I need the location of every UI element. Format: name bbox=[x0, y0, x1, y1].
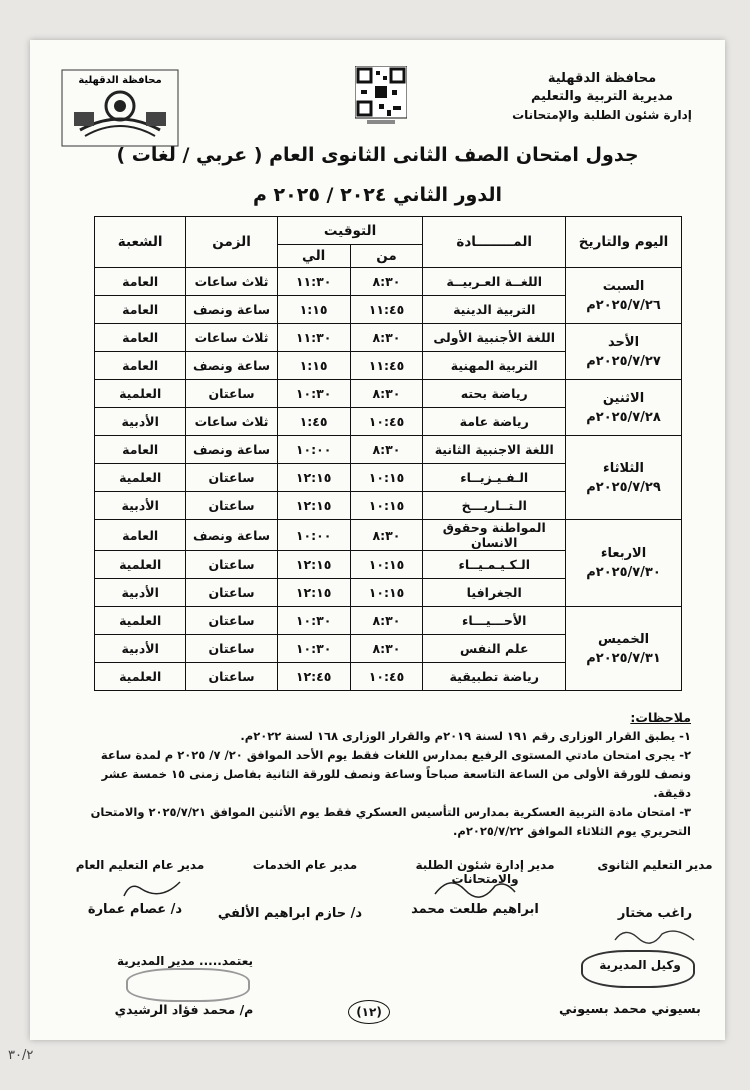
division-cell: العلمية bbox=[95, 464, 186, 492]
subject-cell: التربية الدينية bbox=[423, 296, 566, 324]
document-sheet bbox=[30, 40, 725, 1040]
signature-name-student-affairs: ابراهيم طلعت محمد bbox=[411, 902, 539, 917]
day-name: الأحد bbox=[608, 334, 640, 350]
header-line-2: مديرية التربية والتعليم bbox=[530, 89, 674, 104]
from-cell: ٨:٣٠ bbox=[350, 520, 423, 551]
ministry-logo bbox=[60, 68, 180, 148]
duration-cell: ثلاث ساعات bbox=[186, 324, 277, 352]
subject-cell: الأحـــيـــاء bbox=[423, 607, 566, 635]
duration-cell: ساعة ونصف bbox=[186, 352, 277, 380]
undersecretary-name: بسيوني محمد بسيوني bbox=[559, 1002, 701, 1017]
header-duration: الزمن bbox=[186, 217, 277, 268]
from-cell: ٨:٣٠ bbox=[350, 607, 423, 635]
from-cell: ٨:٣٠ bbox=[350, 635, 423, 663]
duration-cell: ساعتان bbox=[186, 464, 277, 492]
signature-title-student-affairs: مدير إدارة شئون الطلبة والامتحانات bbox=[415, 858, 555, 886]
subject-cell: رياضة تطبيقية bbox=[423, 663, 566, 691]
header-line-1: محافظة الدقهلية bbox=[547, 71, 657, 86]
duration-cell: ساعة ونصف bbox=[186, 436, 277, 464]
document-subtitle: الدور الثاني ٢٠٢٤ / ٢٠٢٥ م bbox=[253, 184, 502, 206]
table-row bbox=[95, 520, 682, 551]
division-cell: الأدبية bbox=[95, 635, 186, 663]
duration-cell: ساعة ونصف bbox=[186, 296, 277, 324]
division-cell: الأدبية bbox=[95, 492, 186, 520]
day-date: ٢٠٢٥/٧/٣١م bbox=[586, 650, 661, 666]
day-cell bbox=[566, 520, 682, 607]
svg-text:محافظة الدقهلية: محافظة الدقهلية bbox=[78, 75, 162, 86]
to-cell: ١:٤٥ bbox=[277, 408, 350, 436]
division-cell: العامة bbox=[95, 436, 186, 464]
day-cell bbox=[566, 324, 682, 380]
subject-cell: رياضة عامة bbox=[423, 408, 566, 436]
handwritten-signature bbox=[610, 922, 700, 948]
division-cell: العلمية bbox=[95, 663, 186, 691]
issuing-authority bbox=[497, 70, 707, 124]
duration-cell: ثلاث ساعات bbox=[186, 268, 277, 296]
document-title: جدول امتحان الصف الثانى الثانوى العام ( عربي / لغات ) bbox=[116, 144, 639, 166]
note-item-2: ٢- يجرى امتحان مادتي المستوى الرفيع بمدارس اللغات فقط يوم الأحد الموافق ٢٠/ ٧/ ٢٠٢٥ م لمدة ساعة ونصف للورقة الأولى من الساعة التاسعة صباحاً وساعة ونصف للورقة الثانية بفاصل زمنى ١٥ خمسة عشر دقيقة. bbox=[100, 748, 691, 800]
division-cell: العامة bbox=[95, 352, 186, 380]
signature-title-services: مدير عام الخدمات bbox=[252, 858, 358, 872]
signature-title-general-education: مدير عام التعليم العام bbox=[75, 858, 205, 872]
duration-cell: ساعتان bbox=[186, 579, 277, 607]
signature-name-services: د/ حازم ابراهيم الألفي bbox=[217, 906, 363, 921]
division-cell: العامة bbox=[95, 296, 186, 324]
division-cell: الأدبية bbox=[95, 579, 186, 607]
day-name: الاثنين bbox=[602, 390, 645, 406]
to-cell: ١٢:١٥ bbox=[277, 579, 350, 607]
from-cell: ١٠:٤٥ bbox=[350, 408, 423, 436]
day-date: ٢٠٢٥/٧/٣٠م bbox=[586, 565, 661, 580]
to-cell: ١:١٥ bbox=[277, 352, 350, 380]
day-cell bbox=[566, 268, 682, 324]
note-item-1: ١- يطبق القرار الوزارى رقم ١٩١ لسنة ٢٠١٩م والقرار الوزارى ١٦٨ لسنة ٢٠٢٢م. bbox=[240, 729, 691, 743]
director-name: م/ محمد فؤاد الرشيدي bbox=[114, 1002, 254, 1017]
to-cell: ١٢:٤٥ bbox=[277, 663, 350, 691]
duration-cell: ساعتان bbox=[186, 607, 277, 635]
corner-mark: ٣٠/٢ bbox=[8, 1048, 34, 1063]
to-cell: ١١:٣٠ bbox=[277, 324, 350, 352]
day-date: ٢٠٢٥/٧/٢٨م bbox=[586, 409, 661, 425]
to-cell: ١٠:٠٠ bbox=[277, 520, 350, 551]
division-cell: العلمية bbox=[95, 380, 186, 408]
exam-schedule-table bbox=[94, 216, 682, 691]
day-name: الاربعاء bbox=[600, 546, 647, 561]
to-cell: ١٠:٣٠ bbox=[277, 635, 350, 663]
header-subject: المــــــــادة bbox=[423, 217, 566, 268]
day-date: ٢٠٢٥/٧/٢٦م bbox=[586, 297, 661, 313]
undersecretary-title: وكيل المديرية bbox=[599, 958, 681, 972]
handwritten-signature bbox=[120, 876, 190, 906]
header-timing: التوقيت bbox=[277, 217, 423, 245]
day-cell bbox=[566, 436, 682, 520]
duration-cell: ساعتان bbox=[186, 635, 277, 663]
signature-name-secondary: راغب مختار bbox=[617, 906, 693, 921]
header-line-3: إدارة شئون الطلبة والإمتحانات bbox=[512, 108, 692, 122]
table-row bbox=[95, 607, 682, 635]
duration-cell: ساعتان bbox=[186, 492, 277, 520]
subject-cell: اللغة الاجنبية الثانية bbox=[423, 436, 566, 464]
duration-cell: ساعتان bbox=[186, 663, 277, 691]
subject-cell: المواطنة وحقوق الانسان bbox=[423, 520, 566, 551]
from-cell: ١٠:١٥ bbox=[350, 492, 423, 520]
from-cell: ١١:٤٥ bbox=[350, 296, 423, 324]
duration-cell: ساعتان bbox=[186, 551, 277, 579]
duration-cell: ساعة ونصف bbox=[186, 520, 277, 551]
day-cell bbox=[566, 607, 682, 691]
notes-heading: ملاحظات: bbox=[630, 710, 691, 725]
official-stamp bbox=[126, 968, 250, 1002]
subject-cell: التربية المهنية bbox=[423, 352, 566, 380]
approval-label: يعتمد..... مدير المديرية bbox=[117, 954, 253, 968]
page-number: (١٢) bbox=[348, 1000, 390, 1024]
subject-cell: الجغرافيا bbox=[423, 579, 566, 607]
to-cell: ١٠:٠٠ bbox=[277, 436, 350, 464]
from-cell: ١٠:١٥ bbox=[350, 551, 423, 579]
table-row bbox=[95, 380, 682, 408]
to-cell: ١٢:١٥ bbox=[277, 551, 350, 579]
division-cell: العلمية bbox=[95, 607, 186, 635]
division-cell: العلمية bbox=[95, 551, 186, 579]
notes-section bbox=[70, 708, 691, 841]
from-cell: ١٠:١٥ bbox=[350, 579, 423, 607]
to-cell: ١٠:٣٠ bbox=[277, 380, 350, 408]
from-cell: ١٠:١٥ bbox=[350, 464, 423, 492]
day-cell bbox=[566, 380, 682, 436]
header-to: الي bbox=[277, 245, 350, 268]
subject-cell: اللغــة العـربيــة bbox=[423, 268, 566, 296]
to-cell: ١٢:١٥ bbox=[277, 464, 350, 492]
header-from: من bbox=[350, 245, 423, 268]
day-date: ٢٠٢٥/٧/٢٧م bbox=[586, 353, 661, 369]
from-cell: ١١:٤٥ bbox=[350, 352, 423, 380]
division-cell: العامة bbox=[95, 324, 186, 352]
subject-cell: الـفـيـزيــاء bbox=[423, 464, 566, 492]
subject-cell: اللغة الأجنبية الأولى bbox=[423, 324, 566, 352]
header-division: الشعبة bbox=[95, 217, 186, 268]
subject-cell: الـتــاريـــخ bbox=[423, 492, 566, 520]
division-cell: العامة bbox=[95, 520, 186, 551]
duration-cell: ثلاث ساعات bbox=[186, 408, 277, 436]
subject-cell: رياضة بحته bbox=[423, 380, 566, 408]
signature-title-secondary: مدير التعليم الثانوى bbox=[597, 858, 713, 872]
from-cell: ٨:٣٠ bbox=[350, 324, 423, 352]
schedule-body bbox=[95, 268, 682, 691]
note-item-3: ٣- امتحان مادة التربية العسكرية بمدارس التأسيس العسكري فقط يوم الأثنين الموافق ٢٠٢٥/٧/٢١ والامتحان التحريري يوم الثلاثاء الموافق ٢٠٢٥/٧/٢٢م. bbox=[90, 805, 691, 838]
to-cell: ١٢:١٥ bbox=[277, 492, 350, 520]
handwritten-signature bbox=[430, 872, 520, 902]
to-cell: ١٠:٣٠ bbox=[277, 607, 350, 635]
division-cell: الأدبية bbox=[95, 408, 186, 436]
to-cell: ١:١٥ bbox=[277, 296, 350, 324]
header-day: اليوم والتاريخ bbox=[566, 217, 682, 268]
division-cell: العامة bbox=[95, 268, 186, 296]
from-cell: ١٠:٤٥ bbox=[350, 663, 423, 691]
to-cell: ١١:٣٠ bbox=[277, 268, 350, 296]
day-name: السبت bbox=[602, 278, 645, 294]
qr-code bbox=[355, 66, 407, 126]
from-cell: ٨:٣٠ bbox=[350, 436, 423, 464]
signature-name-general-education: د/ عصام عمارة bbox=[87, 902, 183, 917]
table-row bbox=[95, 436, 682, 464]
day-date: ٢٠٢٥/٧/٢٩م bbox=[586, 479, 661, 495]
from-cell: ٨:٣٠ bbox=[350, 380, 423, 408]
day-name: الخميس bbox=[597, 631, 650, 647]
subject-cell: الـكـيـمـيــاء bbox=[423, 551, 566, 579]
day-name: الثلاثاء bbox=[603, 460, 644, 476]
table-row bbox=[95, 324, 682, 352]
from-cell: ٨:٣٠ bbox=[350, 268, 423, 296]
duration-cell: ساعتان bbox=[186, 380, 277, 408]
subject-cell: علم النفس bbox=[423, 635, 566, 663]
table-row bbox=[95, 268, 682, 296]
